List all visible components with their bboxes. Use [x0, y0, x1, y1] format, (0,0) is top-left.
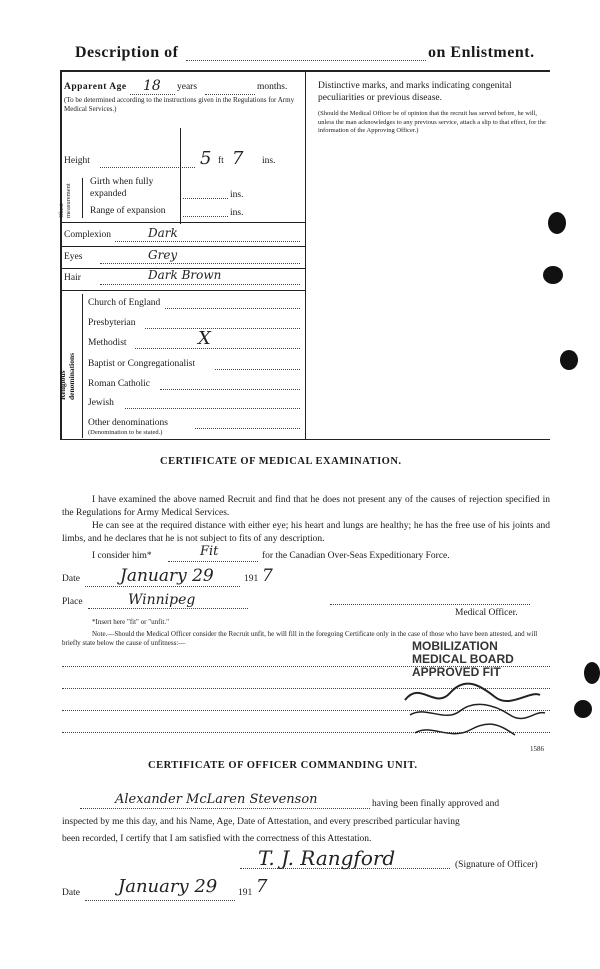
other-denom-note: (Denomination to be stated.)	[88, 429, 163, 436]
religion-rule-1	[145, 328, 300, 329]
consider-label: I consider him*	[92, 551, 152, 561]
apparent-age-label: Apparent Age	[64, 82, 127, 92]
years-label: years	[177, 82, 198, 92]
commanding-line2: inspected by me this day, and his Name, Age, Date of Attestation, and every prescribed particular having	[62, 817, 460, 827]
height-in-value: 7	[232, 148, 244, 169]
religion-3: Baptist or Congregationalist	[88, 359, 196, 369]
complexion-rule	[115, 241, 300, 242]
hair-label: Hair	[64, 273, 81, 283]
divider-complexion	[60, 246, 305, 247]
girth-ins: ins.	[230, 190, 244, 200]
punch-hole-1	[548, 212, 566, 234]
marks-title: Distinctive marks, and marks indicating congenital peculiarities or previous disease.	[318, 81, 512, 103]
signature-label: (Signature of Officer)	[455, 860, 538, 870]
recruit-name: Alexander McLaren Stevenson	[115, 792, 318, 807]
months-label: months.	[257, 82, 288, 92]
punch-hole-5	[574, 700, 592, 718]
age-rule	[130, 94, 175, 95]
religion-5: Jewish	[88, 398, 114, 408]
eyes-rule	[100, 263, 300, 264]
range-rule	[183, 216, 228, 217]
religion-2: Methodist	[88, 338, 127, 348]
chest-label: Chest measurement	[58, 183, 72, 218]
range-label: Range of expansion	[90, 206, 166, 216]
commanding-date-label: Date	[62, 888, 80, 898]
religion-rule-0	[165, 308, 300, 309]
recruit-name-rule	[80, 808, 370, 809]
height-ft-value: 5	[200, 148, 212, 169]
mobilization-stamp	[412, 640, 514, 679]
consider-rule	[168, 561, 258, 562]
hair-rule	[100, 284, 300, 285]
medical-officer-label: Medical Officer.	[455, 608, 518, 618]
religion-brace	[82, 294, 83, 438]
divider-hair	[60, 290, 305, 291]
medical-date-label: Date	[62, 574, 80, 584]
place-label: Place	[62, 597, 83, 607]
bottom-border	[60, 439, 550, 440]
place-value: Winnipeg	[128, 592, 196, 608]
religion-4: Roman Catholic	[88, 379, 151, 389]
board-signatures	[400, 675, 550, 745]
punch-hole-4	[584, 662, 600, 684]
medical-para2: He can see at the required distance with either eye; his heart and lungs are healthy; he has the free use of his joints and limbs, and he declares that he is not subject to fits of any description.	[62, 521, 550, 544]
medical-date-rule	[85, 586, 240, 587]
place-rule	[88, 608, 248, 609]
consider-value: Fit	[200, 544, 219, 559]
medical-year-prefix: 191	[244, 574, 259, 584]
religion-0: Church of England	[88, 298, 161, 308]
header-rule	[186, 60, 426, 61]
consider-suffix: for the Canadian Over-Seas Expeditionary Force.	[262, 551, 450, 561]
stamp-number: 1586	[530, 745, 544, 753]
methodist-mark: X	[198, 328, 211, 349]
commanding-date-value: January 29	[118, 876, 218, 897]
officer-rule	[330, 604, 530, 605]
medical-para1: I have examined the above named Recruit and find that he does not present any of the causes of rejection specified in the Regulations for Army Medical Services.	[62, 495, 550, 518]
complexion-label: Complexion	[64, 230, 111, 240]
medical-title: CERTIFICATE OF MEDICAL EXAMINATION.	[160, 456, 402, 467]
commanding-year-value: 7	[256, 876, 268, 897]
ins-label: ins.	[262, 156, 276, 166]
hair-value: Dark Brown	[148, 268, 222, 282]
column-divider	[305, 72, 306, 440]
religion-rule-4	[160, 389, 300, 390]
commanding-title: CERTIFICATE OF OFFICER COMMANDING UNIT.	[148, 760, 418, 771]
ft-label: ft	[218, 156, 224, 166]
divider-chest	[60, 222, 305, 223]
religion-rule-3	[215, 369, 300, 370]
eyes-value: Grey	[148, 248, 178, 262]
officer-signature: T. J. Rangford	[258, 846, 396, 870]
range-ins: ins.	[230, 208, 244, 218]
complexion-value: Dark	[148, 226, 178, 240]
chest-brace	[82, 178, 83, 218]
header-left: Description of	[75, 44, 179, 61]
punch-hole-3	[560, 350, 578, 370]
height-bracket	[180, 128, 181, 224]
religion-rule-2	[135, 348, 300, 349]
header-right: on Enlistment.	[428, 44, 535, 61]
commanding-line1-suffix: having been finally approved and	[372, 799, 500, 809]
religion-label: Religious denominations	[58, 352, 76, 400]
age-value: 18	[143, 78, 161, 94]
medical-note: Note.—Should the Medical Officer consider the Recruit unfit, he will fill in the foregoing Certificate only in the case of those who have been attested, and will briefly state below the cause of unfitness:—	[62, 630, 538, 647]
religion-1: Presbyterian	[88, 318, 136, 328]
stamp-line-2: MEDICAL BOARD	[412, 652, 514, 666]
months-rule	[205, 94, 255, 95]
commanding-date-rule	[85, 900, 235, 901]
punch-hole-2	[543, 266, 563, 284]
girth-rule	[183, 198, 228, 199]
eyes-label: Eyes	[64, 252, 83, 262]
religion-rule-5	[125, 408, 300, 409]
commanding-year-prefix: 191	[238, 888, 253, 898]
medical-footnote: *Insert here "fit" or "unfit."	[92, 618, 169, 626]
commanding-line3: been recorded, I certify that I am satisfied with the correctness of this Attestation.	[62, 834, 372, 844]
height-label: Height	[64, 156, 90, 166]
stamp-line-1: MOBILIZATION	[412, 639, 498, 653]
medical-date-value: January 29	[120, 566, 214, 586]
medical-year-value: 7	[262, 566, 273, 586]
religion-6: Other denominations	[88, 418, 168, 428]
age-note: (To be determined according to the instructions given in the Regulations for Army Medical Services.)	[64, 96, 295, 113]
girth-label: Girth when fully expanded	[90, 177, 154, 199]
religion-rule-6	[195, 428, 300, 429]
stamp-line-3: APPROVED FIT	[412, 665, 501, 679]
marks-note: (Should the Medical Officer be of opinion that the recruit has served before, he will, unless the man acknowledges to any previous service, attach a slip to that effect, for the information of the Approving Officer.)	[318, 110, 546, 134]
